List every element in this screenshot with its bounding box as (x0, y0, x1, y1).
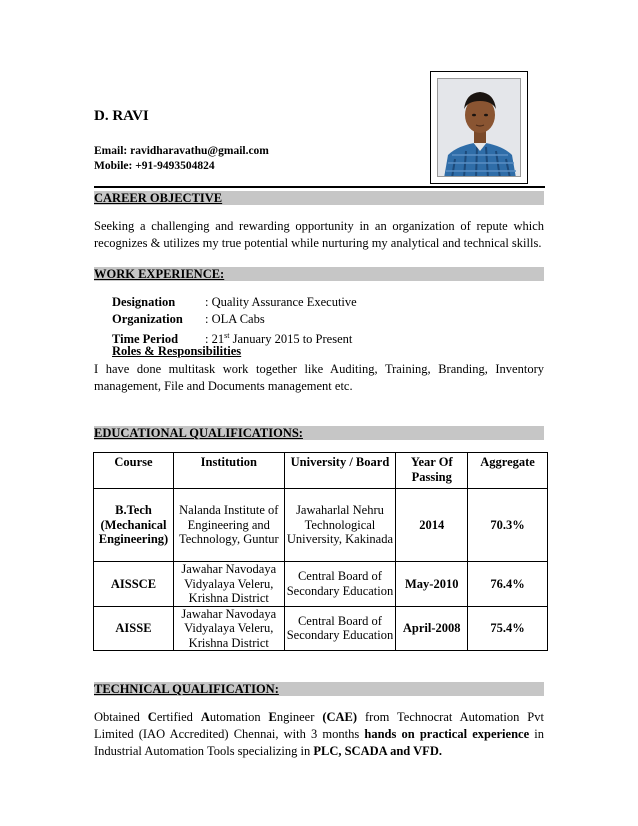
section-work-experience: WORK EXPERIENCE: (94, 267, 544, 281)
header-university: University / Board (284, 453, 396, 489)
header-aggregate: Aggregate (468, 453, 548, 489)
header-course: Course (94, 453, 174, 489)
section-career-objective: CAREER OBJECTIVE (94, 191, 544, 205)
designation-value: : Quality Assurance Executive (205, 295, 357, 309)
technical-qualification-text: Obtained Certified Automation Engineer (CAE) from Technocrat Automation Pvt Limited (IAO Accredited) Chennai, with 3 months hands on practical experience in Industrial Automation Tools specializing in PLC, SCADA and VFD. (94, 710, 544, 758)
institution-cell: Jawahar Navodaya Vidyalaya Veleru, Krishna District (173, 606, 284, 651)
organization-row (112, 311, 265, 328)
time-period-value: : 21st January 2015 to Present (205, 331, 353, 347)
education-header-row (94, 453, 548, 489)
year-cell: May-2010 (396, 562, 468, 607)
year-cell: 2014 (396, 489, 468, 562)
aggregate-cell: 76.4% (468, 562, 548, 607)
designation-label: Designation (112, 295, 176, 309)
roles-heading: Roles & Responsibilities (112, 344, 242, 358)
time-period-label: Time Period (112, 332, 179, 347)
mobile-text: Mobile: +91-9493504824 (94, 160, 215, 172)
course-cell: AISSE (94, 606, 174, 651)
header-institution: Institution (173, 453, 284, 489)
organization-label: Organization (112, 312, 183, 326)
person-photo-icon (438, 79, 521, 177)
table-row (94, 489, 548, 562)
education-table (93, 452, 548, 651)
career-objective-text: Seeking a challenging and rewarding opportunity in an organization of repute which recognizes & utilizes my true potential while nurturing my analytical and technical skills. (94, 219, 544, 250)
course-cell: B.Tech (Mechanical Engineering) (94, 489, 174, 562)
candidate-name: D. RAVI (94, 108, 149, 124)
course-cell: AISSCE (94, 562, 174, 607)
year-cell: April-2008 (396, 606, 468, 651)
header-year: Year Of Passing (396, 453, 468, 489)
section-education: EDUCATIONAL QUALIFICATIONS: (94, 426, 544, 440)
table-row (94, 606, 548, 651)
institution-cell: Jawahar Navodaya Vidyalaya Veleru, Krishna District (173, 562, 284, 607)
aggregate-cell: 75.4% (468, 606, 548, 651)
roles-text: I have done multitask work together like Auditing, Training, Branding, Inventory management, File and Documents management etc. (94, 362, 544, 393)
organization-value: : OLA Cabs (205, 312, 265, 326)
university-cell: Central Board of Secondary Education (284, 606, 396, 651)
aggregate-cell: 70.3% (468, 489, 548, 562)
institution-cell: Nalanda Institute of Engineering and Technology, Guntur (173, 489, 284, 562)
university-cell: Central Board of Secondary Education (284, 562, 396, 607)
table-row (94, 562, 548, 607)
profile-photo (437, 78, 521, 177)
profile-photo-frame (430, 71, 528, 184)
designation-row (112, 294, 357, 311)
university-cell: Jawaharlal Nehru Technological University, Kakinada (284, 489, 396, 562)
header-divider (94, 186, 545, 188)
email-text: Email: ravidharavathu@gmail.com (94, 145, 269, 157)
section-technical-qualification: TECHNICAL QUALIFICATION: (94, 682, 544, 696)
